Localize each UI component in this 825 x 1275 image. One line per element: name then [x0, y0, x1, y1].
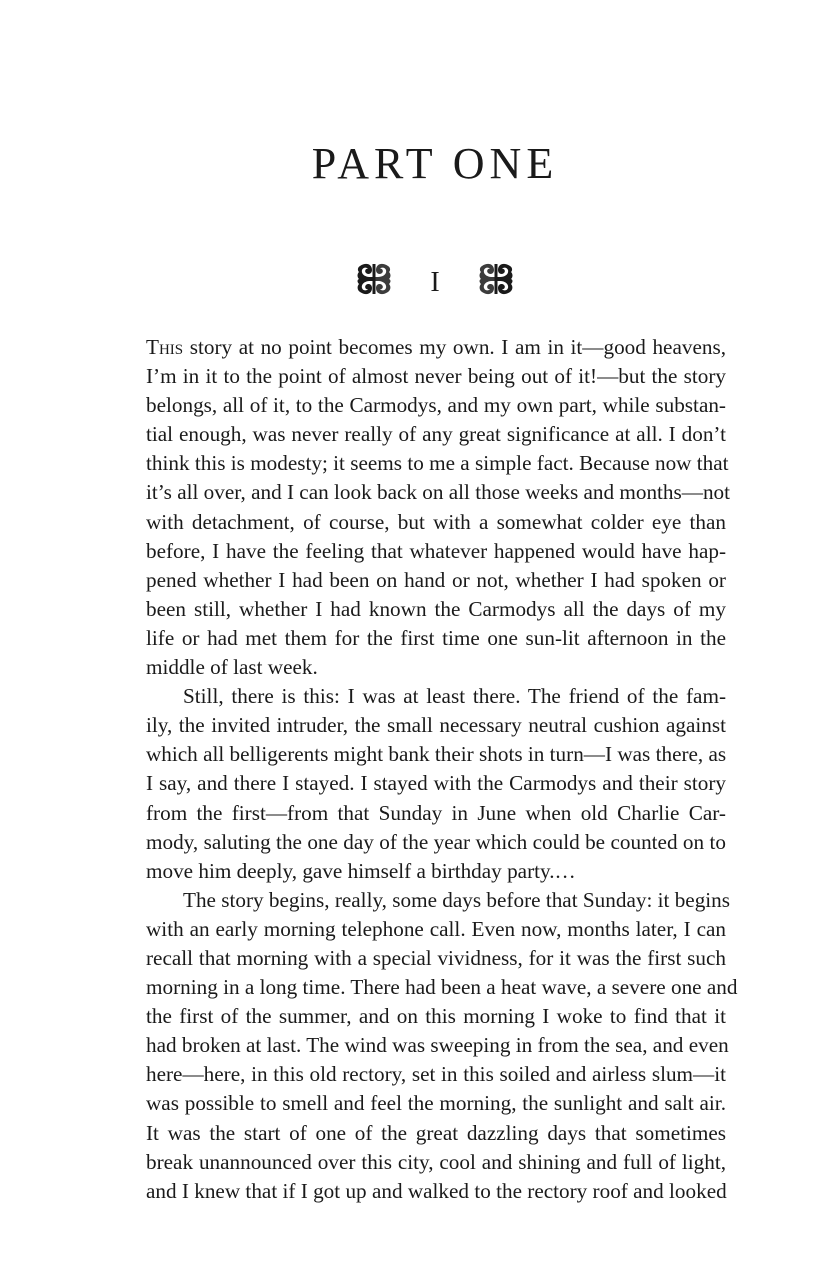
text-line: it’s all over, and I can look back on all those weeks and months—not — [146, 480, 731, 505]
text-line: The story begins, really, some days before that Sunday: it begins — [183, 887, 731, 912]
text-line: was possible to smell and feel the morning, the sunlight and salt air. — [146, 1091, 726, 1116]
text-line: tial enough, was never really of any great significance at all. I don’t — [146, 422, 726, 447]
text-line: here—here, in this old rectory, set in this soiled and airless slum—it — [146, 1062, 726, 1087]
text-line: belongs, all of it, to the Carmodys, and my own part, while substan- — [146, 393, 726, 418]
chapter-number: I — [430, 267, 440, 298]
text-line: I’m in it to the point of almost never being out of it!—but the story — [146, 364, 726, 389]
fleuron-left-icon — [356, 262, 392, 296]
text-line: pened whether I had been on hand or not, whether I had spoken or — [146, 567, 726, 592]
text-line: This story at no point becomes my own. I am in it—good heavens, — [146, 335, 726, 359]
paragraph — [146, 886, 738, 1206]
text-line: from the first—from that Sunday in June when old Charlie Car- — [146, 800, 726, 825]
fleuron-right-icon — [478, 262, 514, 296]
text-line: the first of the summer, and on this morning I woke to find that it — [146, 1004, 726, 1029]
text-line: morning in a long time. There had been a heat wave, a severe one and — [146, 975, 738, 1000]
text-line: It was the start of one of the great dazzling days that sometimes — [146, 1120, 726, 1145]
text-line: break unannounced over this city, cool and shining and full of light, — [146, 1149, 726, 1174]
text-line: I say, and there I stayed. I stayed with the Carmodys and their story — [146, 771, 726, 796]
opening-smallcaps: This — [146, 335, 184, 359]
text-line: think this is modesty; it seems to me a simple fact. Because now that — [146, 451, 729, 476]
text-line: mody, saluting the one day of the year which could be counted on to — [146, 829, 726, 854]
text-line: Still, there is this: I was at least there. The friend of the fam- — [183, 684, 726, 709]
text-line: life or had met them for the first time one sun-lit afternoon in the — [146, 625, 726, 650]
text-line: and I knew that if I got up and walked to the rectory roof and looked — [146, 1178, 727, 1203]
text-line: with detachment, of course, but with a somewhat colder eye than — [146, 509, 726, 534]
body-text — [146, 333, 738, 1206]
text-line: middle of last week. — [146, 655, 318, 680]
text-line: which all belligerents might bank their shots in turn—I was there, as — [146, 742, 727, 767]
paragraph — [146, 333, 731, 682]
text-line: move him deeply, gave himself a birthday party.… — [146, 858, 576, 883]
text-line: been still, whether I had known the Carmodys all the days of my — [146, 596, 726, 621]
paragraph — [146, 682, 726, 886]
text-line: ily, the invited intruder, the small necessary neutral cushion against — [146, 713, 726, 738]
text-line: with an early morning telephone call. Even now, months later, I can — [146, 916, 726, 941]
text-line: had broken at last. The wind was sweeping in from the sea, and even — [146, 1033, 729, 1058]
chapter-heading — [0, 262, 825, 296]
text-line: before, I have the feeling that whatever happened would have hap- — [146, 538, 726, 563]
part-title: PART ONE — [311, 139, 559, 188]
text-line: recall that morning with a special vividness, for it was the first such — [146, 945, 726, 970]
